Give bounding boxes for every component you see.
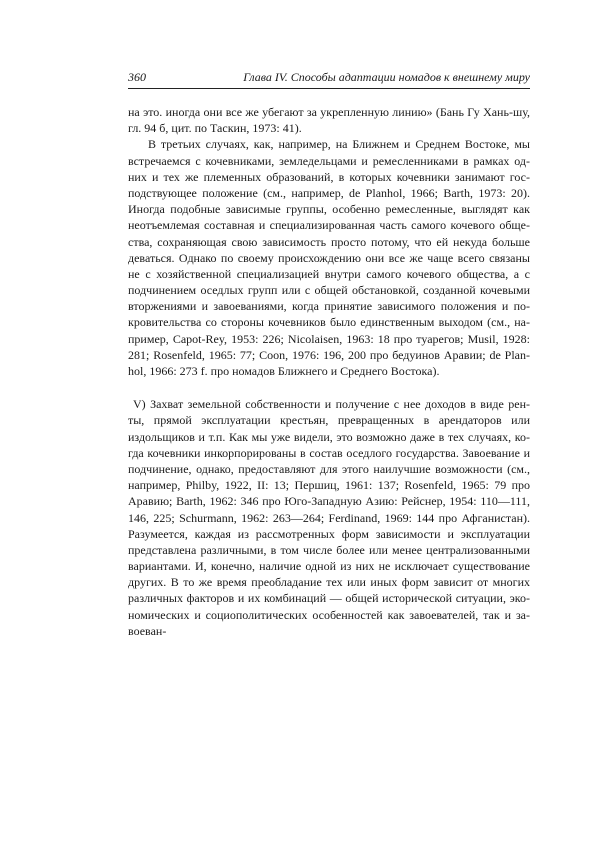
text-line: подчинением оседлых групп или с общей обстановкой, созданной кочевыми	[128, 283, 530, 298]
text-line: номических и социополитических особенностей как завоевателей, так и за-	[128, 607, 530, 622]
text-line: подствующее положение (см., например, de Planhol, 1966; Barth, 1973: 20).	[128, 185, 530, 200]
text-line: например, Philby, 1922, II: 13; Першиц, 1961: 137; Rosenfeld, 1965: 79 про	[128, 478, 530, 493]
text-line: других. В то же время преобладание тех или иных форм зависит от многих	[128, 575, 530, 590]
text-line: не с хозяйственной специализацией внутри самого кочевого общества, а с	[128, 266, 530, 281]
text-line: пример, Capot-Rey, 1953: 226; Nicolaisen, 1963: 18 про туарегов; Musil, 1928:	[128, 331, 530, 346]
paragraph-third-cases	[128, 136, 530, 379]
page-number: 360	[128, 70, 146, 84]
text-line: деваться. Однако по своему происхождению они все же чаще всего связаны	[128, 250, 530, 265]
paragraph-gap	[128, 379, 530, 396]
running-header	[128, 70, 530, 89]
text-line: издольщиков и т.п. Как мы уже видели, это возможно даже в тех случаях, ко-	[128, 429, 530, 444]
text-line: воеван-	[128, 623, 167, 638]
text-line: гда кочевники инкорпорированы в состав оседлого государства. Завоевание и	[128, 445, 530, 460]
text-line: Иногда подобные зависимые группы, особенно ремесленные, выглядят как	[128, 202, 530, 217]
text-line: различных факторов и их комбинаций — общей исторической ситуации, эко-	[128, 591, 530, 606]
text-line: 281; Rosenfeld, 1965: 77; Coon, 1976: 196, 200 про бедуинов Аравии; de Plan-	[128, 347, 530, 362]
text-line: встречаемся с кочевниками, земледельцами и ремесленниками в рамках од-	[128, 153, 530, 168]
text-line: них и тех же племенных образований, в которых кочевники занимают гос-	[128, 169, 530, 184]
text-line: hol, 1966: 273 f. про номадов Ближнего и Среднего Востока).	[128, 364, 440, 378]
text-line: Разумеется, каждая из рассмотренных форм зависимости и эксплуатации	[128, 526, 530, 541]
text-line: подчинение, однако, предоставляют для этого наилучшие возможности (см.,	[128, 461, 530, 476]
text-line: V) Захват земельной собственности и получение с нее доходов в виде рен-	[133, 397, 530, 412]
text-line: представлена различными, в том числе более или менее централизованными	[128, 542, 530, 557]
text-line: Аравию; Barth, 1962: 346 про Юго-Западную Азию: Рейснер, 1954: 110—111,	[128, 494, 530, 509]
running-title: Глава IV. Способы адаптации номадов к внешнему миру	[243, 70, 530, 84]
text-line: В третьих случаях, как, например, на Ближнем и Среднем Востоке, мы	[148, 137, 530, 152]
text-line: 146, 225; Schurmann, 1962: 263—264; Ferdinand, 1969: 144 про Афганистан).	[128, 510, 530, 525]
page-body	[128, 104, 530, 639]
paragraph-land-seizure	[128, 396, 530, 639]
text-line: кровительства со стороны кочевников было единственным выходом (см., на-	[128, 315, 530, 330]
text-line: неотъемлемая составная и специализированная часть самого кочевого обще-	[128, 218, 530, 233]
text-line: ты, прямой эксплуатации крестьян, превращенных в арендаторов или	[128, 413, 530, 428]
text-line: гл. 94 б, цит. по Таскин, 1973: 41).	[128, 121, 302, 136]
text-line: ства, сохраняющая свою зависимость просто потому, что ей некуда больше	[128, 234, 530, 249]
paragraph-continuation	[128, 104, 530, 136]
text-line: на это. иногда они все же убегают за укрепленную линию» (Бань Гу Хань-шу,	[128, 105, 530, 119]
text-line: вторжениями и завоеваниями, когда принятие зависимого положения и по-	[128, 299, 530, 314]
text-line: вариантами. И, конечно, наличие одной из них не исключает существование	[128, 559, 530, 574]
